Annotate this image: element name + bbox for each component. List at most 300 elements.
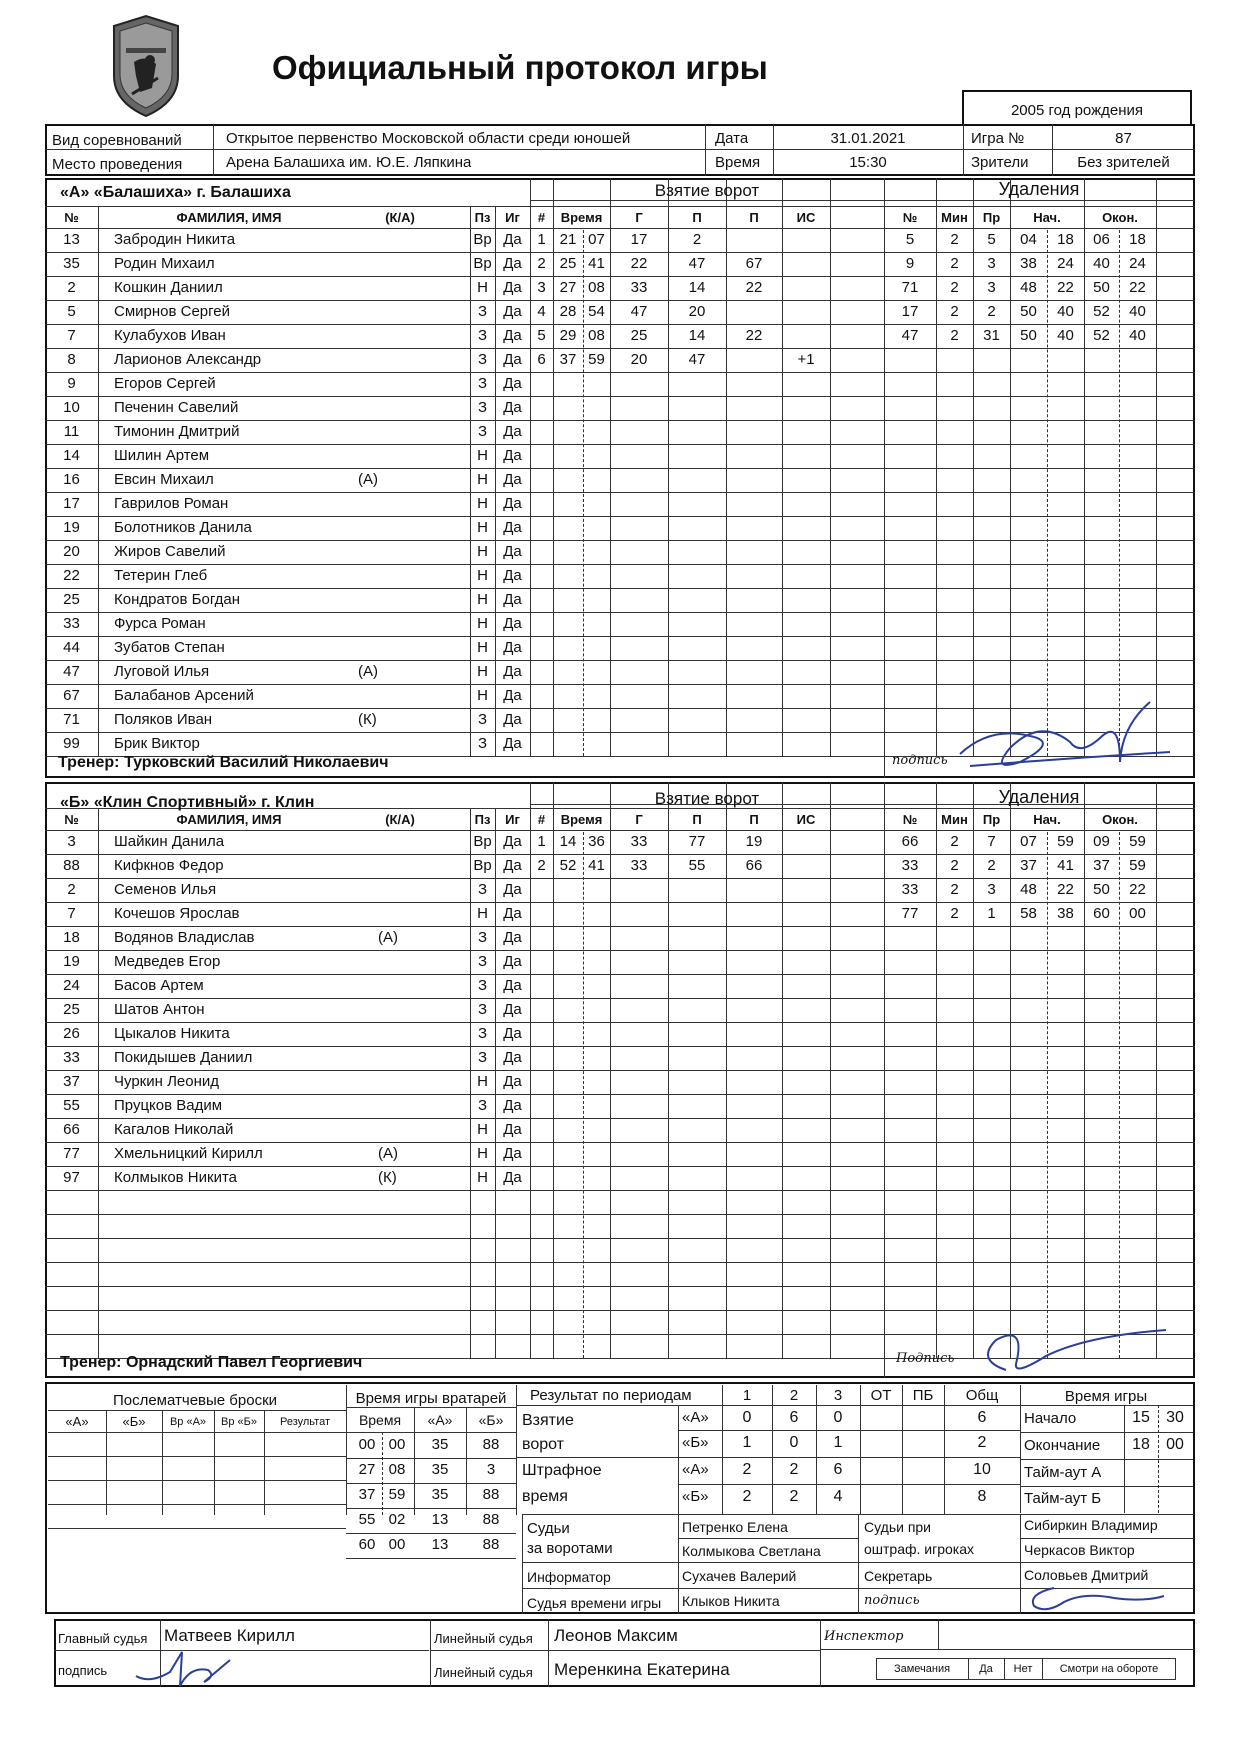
teamA-player-position: З: [477, 327, 488, 344]
teamA-player-position: Н: [477, 543, 488, 560]
time-value: 15:30: [849, 154, 887, 171]
teamB-goal-cell: 14: [559, 833, 577, 850]
teamA-goal-cell: 3: [537, 279, 546, 296]
teamA-player-position: Н: [477, 615, 488, 632]
teamA-player-name: Ларионов Александр: [114, 351, 262, 368]
teamB-penalty-cell: 2: [950, 881, 959, 898]
head-referee-signature-label: подпись: [58, 1663, 108, 1678]
teamA-goal-cell: 20: [630, 351, 648, 368]
teamA-player-name: Егоров Сергей: [114, 375, 216, 392]
teamB-header-col_name: ФАМИЛИЯ, ИМЯ: [176, 812, 282, 827]
teamA-player-position: Н: [477, 567, 488, 584]
teamA-penalty-cell: 06: [1093, 231, 1110, 248]
teamA-player-name: Гаврилов Роман: [114, 495, 229, 512]
teamA-player-played: Да: [503, 567, 522, 584]
linesman-1: Леонов Максим: [554, 1627, 678, 1645]
teamB-player-number: 3: [67, 833, 76, 850]
teamA-goal-cell: 25: [559, 255, 577, 272]
teamB-player-number: 33: [63, 1049, 80, 1066]
teamA-player-number: 14: [63, 447, 80, 464]
teamB-penalty-cell: 7: [987, 833, 996, 850]
goalie-time-cell: 88: [482, 1436, 500, 1453]
team-b-penalties-title: Удаления: [998, 788, 1080, 806]
teamA-header-g_p2: П: [749, 210, 759, 225]
goalie-time-cell: 00: [388, 1536, 406, 1553]
teamB-player-name: Шайкин Данила: [114, 833, 225, 850]
teamA-goal-cell: 08: [588, 279, 605, 296]
periods-rule: [678, 1484, 1020, 1485]
column-rule: [1156, 178, 1157, 756]
penalty-judges-label-2: оштраф. игроках: [864, 1541, 975, 1557]
period-col-header: ПБ: [912, 1387, 934, 1404]
teamB-header-p_min: Мин: [941, 812, 968, 827]
period-score-cell: 6: [789, 1409, 799, 1426]
goalie-time-cell: 13: [431, 1511, 449, 1528]
teamA-penalty-cell: 18: [1057, 231, 1074, 248]
period-col: [902, 1385, 903, 1514]
teamA-player-number: 25: [63, 591, 80, 608]
teamB-player-position: Вр: [473, 857, 492, 874]
team-b-goals-title: Взятие ворот: [654, 790, 760, 808]
periods-rule: [516, 1457, 1020, 1458]
goalie-col-header: Время: [358, 1412, 402, 1428]
penalty-judge-1: Сибиркин Владимир: [1024, 1517, 1158, 1533]
teamB-player-position: З: [477, 1001, 488, 1018]
time-label: Время: [715, 154, 761, 171]
teamA-player-position: З: [477, 711, 488, 728]
teamA-player-position: З: [477, 735, 488, 752]
team-b-coach-signature: [966, 1320, 1186, 1380]
teamA-player-number: 5: [67, 303, 76, 320]
remarks-see-back: Смотри на обороте: [1059, 1663, 1159, 1675]
game-start-hours: 15: [1132, 1409, 1150, 1426]
teamA-penalty-cell: 31: [983, 327, 1000, 344]
teamA-penalty-cell: 47: [901, 327, 919, 344]
row-rule: [45, 1214, 1195, 1215]
game-end-label: Окончание: [1024, 1437, 1101, 1454]
goalie-time-title: Время игры вратарей: [355, 1390, 507, 1407]
penalty-label-1: Штрафное: [522, 1462, 602, 1479]
goalie-time-cell: 00: [388, 1436, 406, 1453]
teamA-header-g_g: Г: [635, 210, 643, 225]
teamB-penalty-cell: 2: [950, 857, 959, 874]
teamA-header-p_num: №: [902, 210, 918, 225]
teamA-penalty-cell: 52: [1093, 327, 1110, 344]
teamA-player-name: Кулабухов Иван: [114, 327, 226, 344]
teamA-header-col_play: Иг: [505, 210, 520, 225]
teamA-penalty-cell: 2: [950, 279, 959, 296]
teamA-player-played: Да: [503, 327, 522, 344]
goalie-time-cell: 88: [482, 1486, 500, 1503]
shootout-col-header: «Б»: [122, 1414, 146, 1429]
teamB-player-played: Да: [503, 1097, 522, 1114]
date-value: 31.01.2021: [830, 130, 906, 147]
teamA-penalty-cell: 24: [1129, 255, 1146, 272]
teamA-penalty-cell: 52: [1093, 303, 1110, 320]
teamB-player-number: 66: [63, 1121, 80, 1138]
teamA-goal-cell: 2: [537, 255, 546, 272]
venue-value: Арена Балашиха им. Ю.Е. Ляпкина: [226, 154, 472, 171]
goal-judges-label-1: Судьи: [527, 1520, 570, 1537]
teamA-player-name: Смирнов Сергей: [114, 303, 231, 320]
teamB-penalty-cell: 22: [1057, 881, 1074, 898]
teamB-penalty-cell: 59: [1129, 857, 1146, 874]
shootout-col-header: «А»: [65, 1414, 89, 1429]
teamA-player-name: Брик Виктор: [114, 735, 200, 752]
teamB-goal-cell: 77: [688, 833, 706, 850]
teamA-player-name: Фурса Роман: [114, 615, 206, 632]
venue-label: Место проведения: [52, 156, 183, 173]
teamB-goal-cell: 52: [559, 857, 577, 874]
teamB-penalty-cell: 59: [1057, 833, 1074, 850]
game-end-minutes: 00: [1166, 1436, 1184, 1453]
period-score-cell: 8: [977, 1488, 987, 1505]
teamA-player-name: Зубатов Степан: [114, 639, 225, 656]
period-team-label: «А»: [682, 1409, 709, 1426]
period-score-cell: 1: [833, 1434, 843, 1451]
teamA-goal-cell: 20: [688, 303, 706, 320]
teamA-goal-cell: 22: [630, 255, 648, 272]
goals-label-2: ворот: [522, 1436, 564, 1453]
penalty-judge-2: Черкасов Виктор: [1024, 1542, 1135, 1558]
teamA-player-number: 33: [63, 615, 80, 632]
teamB-header-p_num: №: [902, 812, 918, 827]
teamB-player-name: Чуркин Леонид: [114, 1073, 220, 1090]
column-rule: [830, 178, 831, 756]
teamA-goal-cell: 67: [745, 255, 763, 272]
teamA-goal-cell: 28: [559, 303, 577, 320]
teamA-goal-cell: 54: [588, 303, 605, 320]
teamA-player-position: Н: [477, 471, 488, 488]
teamB-player-played: Да: [503, 1169, 522, 1186]
teamB-player-played: Да: [503, 905, 522, 922]
period-team-label: «А»: [682, 1461, 709, 1478]
spectators-label: Зрители: [971, 154, 1029, 171]
shootout-row: [48, 1528, 346, 1529]
teamA-player-number: 19: [63, 519, 80, 536]
federation-logo: [106, 14, 186, 118]
teamB-player-position: Вр: [473, 833, 492, 850]
teamB-player-name: Медведев Егор: [114, 953, 221, 970]
period-score-cell: 2: [742, 1461, 752, 1478]
teamA-goal-cell: 4: [537, 303, 546, 320]
teamB-player-name: Хмельницкий Кирилл: [114, 1145, 263, 1162]
teamA-player-number: 10: [63, 399, 80, 416]
timeout-b-label: Тайм-аут Б: [1024, 1490, 1102, 1507]
goalie-time-cell: 55: [358, 1511, 376, 1528]
teamA-player-position: Н: [477, 687, 488, 704]
shootout-col-header: Результат: [279, 1416, 331, 1428]
teamA-player-position: Н: [477, 519, 488, 536]
teamB-player-name: Цыкалов Никита: [114, 1025, 230, 1042]
teamA-player-name: Болотников Данила: [114, 519, 252, 536]
teamA-goal-cell: 47: [630, 303, 648, 320]
shootout-row: [48, 1456, 346, 1457]
teamA-player-played: Да: [503, 423, 522, 440]
teamA-player-number: 99: [63, 735, 80, 752]
teamA-penalty-cell: 2: [950, 231, 959, 248]
goalie-rule: [346, 1407, 516, 1408]
goal-judge-1: Петренко Елена: [682, 1519, 788, 1535]
row-rule: [45, 1310, 1195, 1311]
teamA-player-played: Да: [503, 735, 522, 752]
period-score-cell: 4: [833, 1488, 843, 1505]
teamA-penalty-cell: 17: [901, 303, 919, 320]
teamA-player-position: З: [477, 375, 488, 392]
teamB-penalty-cell: 2: [950, 905, 959, 922]
teamA-player-name: Кондратов Богдан: [114, 591, 241, 608]
teamB-player-position: Н: [477, 1073, 488, 1090]
goalie-time-cell: 35: [431, 1436, 449, 1453]
teamA-penalty-cell: 40: [1093, 255, 1110, 272]
teamB-penalty-cell: 1: [987, 905, 996, 922]
teamA-player-played: Да: [503, 711, 522, 728]
teamB-player-number: 2: [67, 881, 76, 898]
teamA-penalty-cell: 40: [1129, 303, 1146, 320]
teamA-player-number: 2: [67, 279, 76, 296]
teamB-player-position: Н: [477, 1145, 488, 1162]
teamB-penalty-cell: 33: [901, 881, 919, 898]
period-score-cell: 1: [742, 1434, 752, 1451]
teamA-header-col_pos: Пз: [474, 210, 491, 225]
teamB-player-position: З: [477, 1049, 488, 1066]
teamB-penalty-cell: 37: [1093, 857, 1110, 874]
game-end-hours: 18: [1132, 1436, 1150, 1453]
periods-rule: [678, 1430, 1020, 1431]
goalie-time-cell: 88: [482, 1536, 500, 1553]
teamA-player-position: З: [477, 399, 488, 416]
teamB-header-col_play: Иг: [505, 812, 520, 827]
teamA-penalty-cell: 5: [987, 231, 996, 248]
teamA-header-p_start: Нач.: [1033, 210, 1061, 225]
teamB-player-position: З: [477, 1025, 488, 1042]
signature-rule: [884, 1358, 885, 1378]
teamA-player-name: Печенин Савелий: [114, 399, 239, 416]
teamA-penalty-cell: 40: [1129, 327, 1146, 344]
teamA-player-position: З: [477, 423, 488, 440]
shootout-title: Послематчевые броски: [112, 1392, 278, 1409]
goalie-time-cell: 35: [431, 1486, 449, 1503]
column-rule: [782, 178, 783, 756]
teamB-penalty-cell: 2: [950, 833, 959, 850]
informer-label: Информатор: [527, 1569, 611, 1585]
teamA-player-played: Да: [503, 375, 522, 392]
informer: Сухачев Валерий: [682, 1568, 797, 1584]
goalie-time-cell: 60: [358, 1536, 376, 1553]
teamA-player-position: Н: [477, 639, 488, 656]
game-start-minutes: 30: [1166, 1409, 1184, 1426]
teamA-player-played: Да: [503, 639, 522, 656]
secretary-signature: [1024, 1582, 1174, 1614]
teamB-player-name: Басов Артем: [114, 977, 204, 994]
teamA-player-name: Евсин Михаил: [114, 471, 214, 488]
teamB-header-g_g: Г: [635, 812, 643, 827]
team-a-title: «А» «Балашиха» г. Балашиха: [60, 184, 291, 201]
teamA-goal-cell: 17: [630, 231, 648, 248]
teamA-penalty-cell: 9: [905, 255, 915, 272]
teamA-goal-cell: 29: [559, 327, 577, 344]
teamB-player-number: 7: [67, 905, 76, 922]
teamA-header-g_p1: П: [692, 210, 702, 225]
teamB-player-position: Н: [477, 905, 488, 922]
period-col-header: 3: [833, 1387, 843, 1404]
teamA-goal-cell: 33: [630, 279, 648, 296]
team-b-coach: Тренер: Орнадский Павел Георгиевич: [60, 1354, 363, 1371]
teamA-player-played: Да: [503, 519, 522, 536]
teamA-penalty-cell: 18: [1129, 231, 1146, 248]
teamB-goal-cell: 2: [537, 857, 546, 874]
teamB-player-role: (А): [378, 929, 398, 946]
teamB-player-role: (К): [378, 1169, 397, 1186]
teamA-player-name: Кошкин Даниил: [114, 279, 223, 296]
teamB-penalty-cell: 58: [1020, 905, 1037, 922]
teamB-player-role: (А): [378, 1145, 398, 1162]
teamB-player-played: Да: [503, 953, 522, 970]
teamB-player-number: 37: [63, 1073, 80, 1090]
shootout-row: [48, 1432, 346, 1433]
team-a-signature-label: подпись: [892, 753, 948, 768]
teamB-player-number: 26: [63, 1025, 80, 1042]
teamA-goal-cell: 07: [588, 231, 605, 248]
teamA-penalty-cell: 22: [1057, 279, 1074, 296]
team-b-title: «Б» «Клин Спортивный» г. Клин: [60, 794, 315, 811]
teamA-goal-cell: 08: [588, 327, 605, 344]
teamB-penalty-cell: 59: [1129, 833, 1146, 850]
teamB-player-position: Н: [477, 1169, 488, 1186]
teamB-header-col_num: №: [64, 812, 79, 827]
goalie-time-cell: 37: [358, 1486, 376, 1503]
teamB-goal-cell: 19: [745, 833, 763, 850]
teamB-penalty-cell: 00: [1129, 905, 1146, 922]
teamA-player-number: 17: [63, 495, 80, 512]
period-col-header: 2: [789, 1387, 799, 1404]
goalie-time-cell: 13: [431, 1536, 449, 1553]
team-a-coach: Тренер: Турковский Василий Николаевич: [58, 754, 389, 771]
teamA-player-played: Да: [503, 231, 522, 248]
goalie-time-cell: 88: [482, 1511, 500, 1528]
teamB-header-g_time: Время: [560, 812, 603, 827]
goalie-time-cell: 35: [431, 1461, 449, 1478]
teamA-penalty-cell: 38: [1020, 255, 1037, 272]
teamB-goal-cell: 66: [745, 857, 763, 874]
teamA-player-position: З: [477, 303, 488, 320]
teamA-penalty-cell: 40: [1057, 327, 1074, 344]
teamA-goal-cell: 47: [688, 255, 706, 272]
teamB-player-name: Пруцков Вадим: [114, 1097, 223, 1114]
teamA-goal-cell: 59: [588, 351, 605, 368]
teamB-penalty-cell: 2: [987, 857, 996, 874]
teamA-goal-cell: 25: [630, 327, 648, 344]
period-score-cell: 6: [977, 1409, 987, 1426]
teamA-penalty-cell: 5: [905, 231, 915, 248]
teamB-goal-cell: 1: [537, 833, 546, 850]
teamA-goal-cell: 1: [537, 231, 546, 248]
head-referee-signature: [130, 1646, 250, 1690]
row-rule: [45, 1262, 1195, 1263]
teamA-penalty-cell: 3: [987, 255, 996, 272]
period-col: [678, 1405, 679, 1514]
goalie-time-cell: 59: [388, 1486, 406, 1503]
goalie-col-header: «А»: [427, 1412, 453, 1428]
teamB-player-number: 24: [63, 977, 80, 994]
inspector-label: Инспектор: [824, 1629, 904, 1644]
team-a-coach-signature: [950, 696, 1180, 776]
team-a-goals-title: Взятие ворот: [654, 182, 760, 200]
game-time-title: Время игры: [1064, 1388, 1148, 1405]
goalie-time-cell: 02: [388, 1511, 406, 1528]
teamB-penalty-cell: 37: [1020, 857, 1037, 874]
teamA-header-col_name: ФАМИЛИЯ, ИМЯ: [176, 210, 282, 225]
period-col-header: Общ: [965, 1387, 999, 1404]
section-rule: [530, 200, 1194, 201]
teamB-header-g_num: #: [537, 812, 546, 827]
goalie-time-cell: 3: [486, 1461, 496, 1478]
teamA-player-position: Н: [477, 591, 488, 608]
teamB-player-number: 88: [63, 857, 80, 874]
teamB-player-number: 18: [63, 929, 80, 946]
teamA-penalty-cell: 2: [950, 255, 959, 272]
team-a-penalties-title: Удаления: [998, 180, 1080, 198]
teamA-header-p_pr: Пр: [982, 210, 1001, 225]
period-col-header: 1: [742, 1387, 752, 1404]
goal-judges-label-2: за воротами: [527, 1540, 613, 1557]
linesman-2: Меренкина Екатерина: [554, 1661, 730, 1679]
teamA-player-name: Луговой Илья: [114, 663, 210, 680]
teamA-player-name: Балабанов Арсений: [114, 687, 254, 704]
teamA-goal-cell: 5: [537, 327, 546, 344]
shootout-col-header: Вр «Б»: [221, 1416, 257, 1428]
competition-label: Вид соревнований: [52, 132, 182, 149]
shootout-col: [162, 1410, 163, 1515]
teamA-player-name: Поляков Иван: [114, 711, 213, 728]
teamA-player-name: Шилин Артем: [114, 447, 210, 464]
period-col: [860, 1385, 861, 1514]
teamB-player-name: Кагалов Николай: [114, 1121, 234, 1138]
teamB-player-played: Да: [503, 1121, 522, 1138]
teamA-player-played: Да: [503, 255, 522, 272]
teamA-header-p_min: Мин: [941, 210, 968, 225]
teamA-player-number: 7: [67, 327, 76, 344]
teamA-player-number: 22: [63, 567, 80, 584]
teamA-player-number: 16: [63, 471, 80, 488]
period-score-cell: 10: [973, 1461, 991, 1478]
head-referee: Матвеев Кирилл: [164, 1627, 295, 1645]
period-score-cell: 2: [742, 1488, 752, 1505]
teamB-penalty-cell: 66: [901, 833, 919, 850]
row-rule: [45, 1190, 1195, 1191]
teamA-player-position: Н: [477, 447, 488, 464]
teamA-goal-cell: 41: [588, 255, 605, 272]
teamA-player-played: Да: [503, 615, 522, 632]
teamB-goal-cell: 33: [630, 833, 648, 850]
teamA-penalty-cell: 2: [950, 303, 959, 320]
teamA-header-g_time: Время: [560, 210, 603, 225]
teamB-penalty-cell: 22: [1129, 881, 1146, 898]
teamA-player-role: (А): [358, 471, 378, 488]
teamB-player-number: 97: [63, 1169, 80, 1186]
head-referee-label: Главный судья: [58, 1631, 148, 1646]
period-score-cell: 2: [789, 1488, 799, 1505]
remarks-no: Нет: [1013, 1663, 1033, 1675]
teamA-player-played: Да: [503, 495, 522, 512]
teamB-header-g_p2: П: [749, 812, 759, 827]
teamA-goal-cell: 37: [559, 351, 577, 368]
teamA-penalty-cell: 22: [1129, 279, 1146, 296]
penalty-label-2: время: [522, 1488, 568, 1505]
teamA-goal-cell: 27: [559, 279, 577, 296]
age-group: 2005 год рождения: [1010, 102, 1144, 119]
teamB-player-number: 25: [63, 1001, 80, 1018]
